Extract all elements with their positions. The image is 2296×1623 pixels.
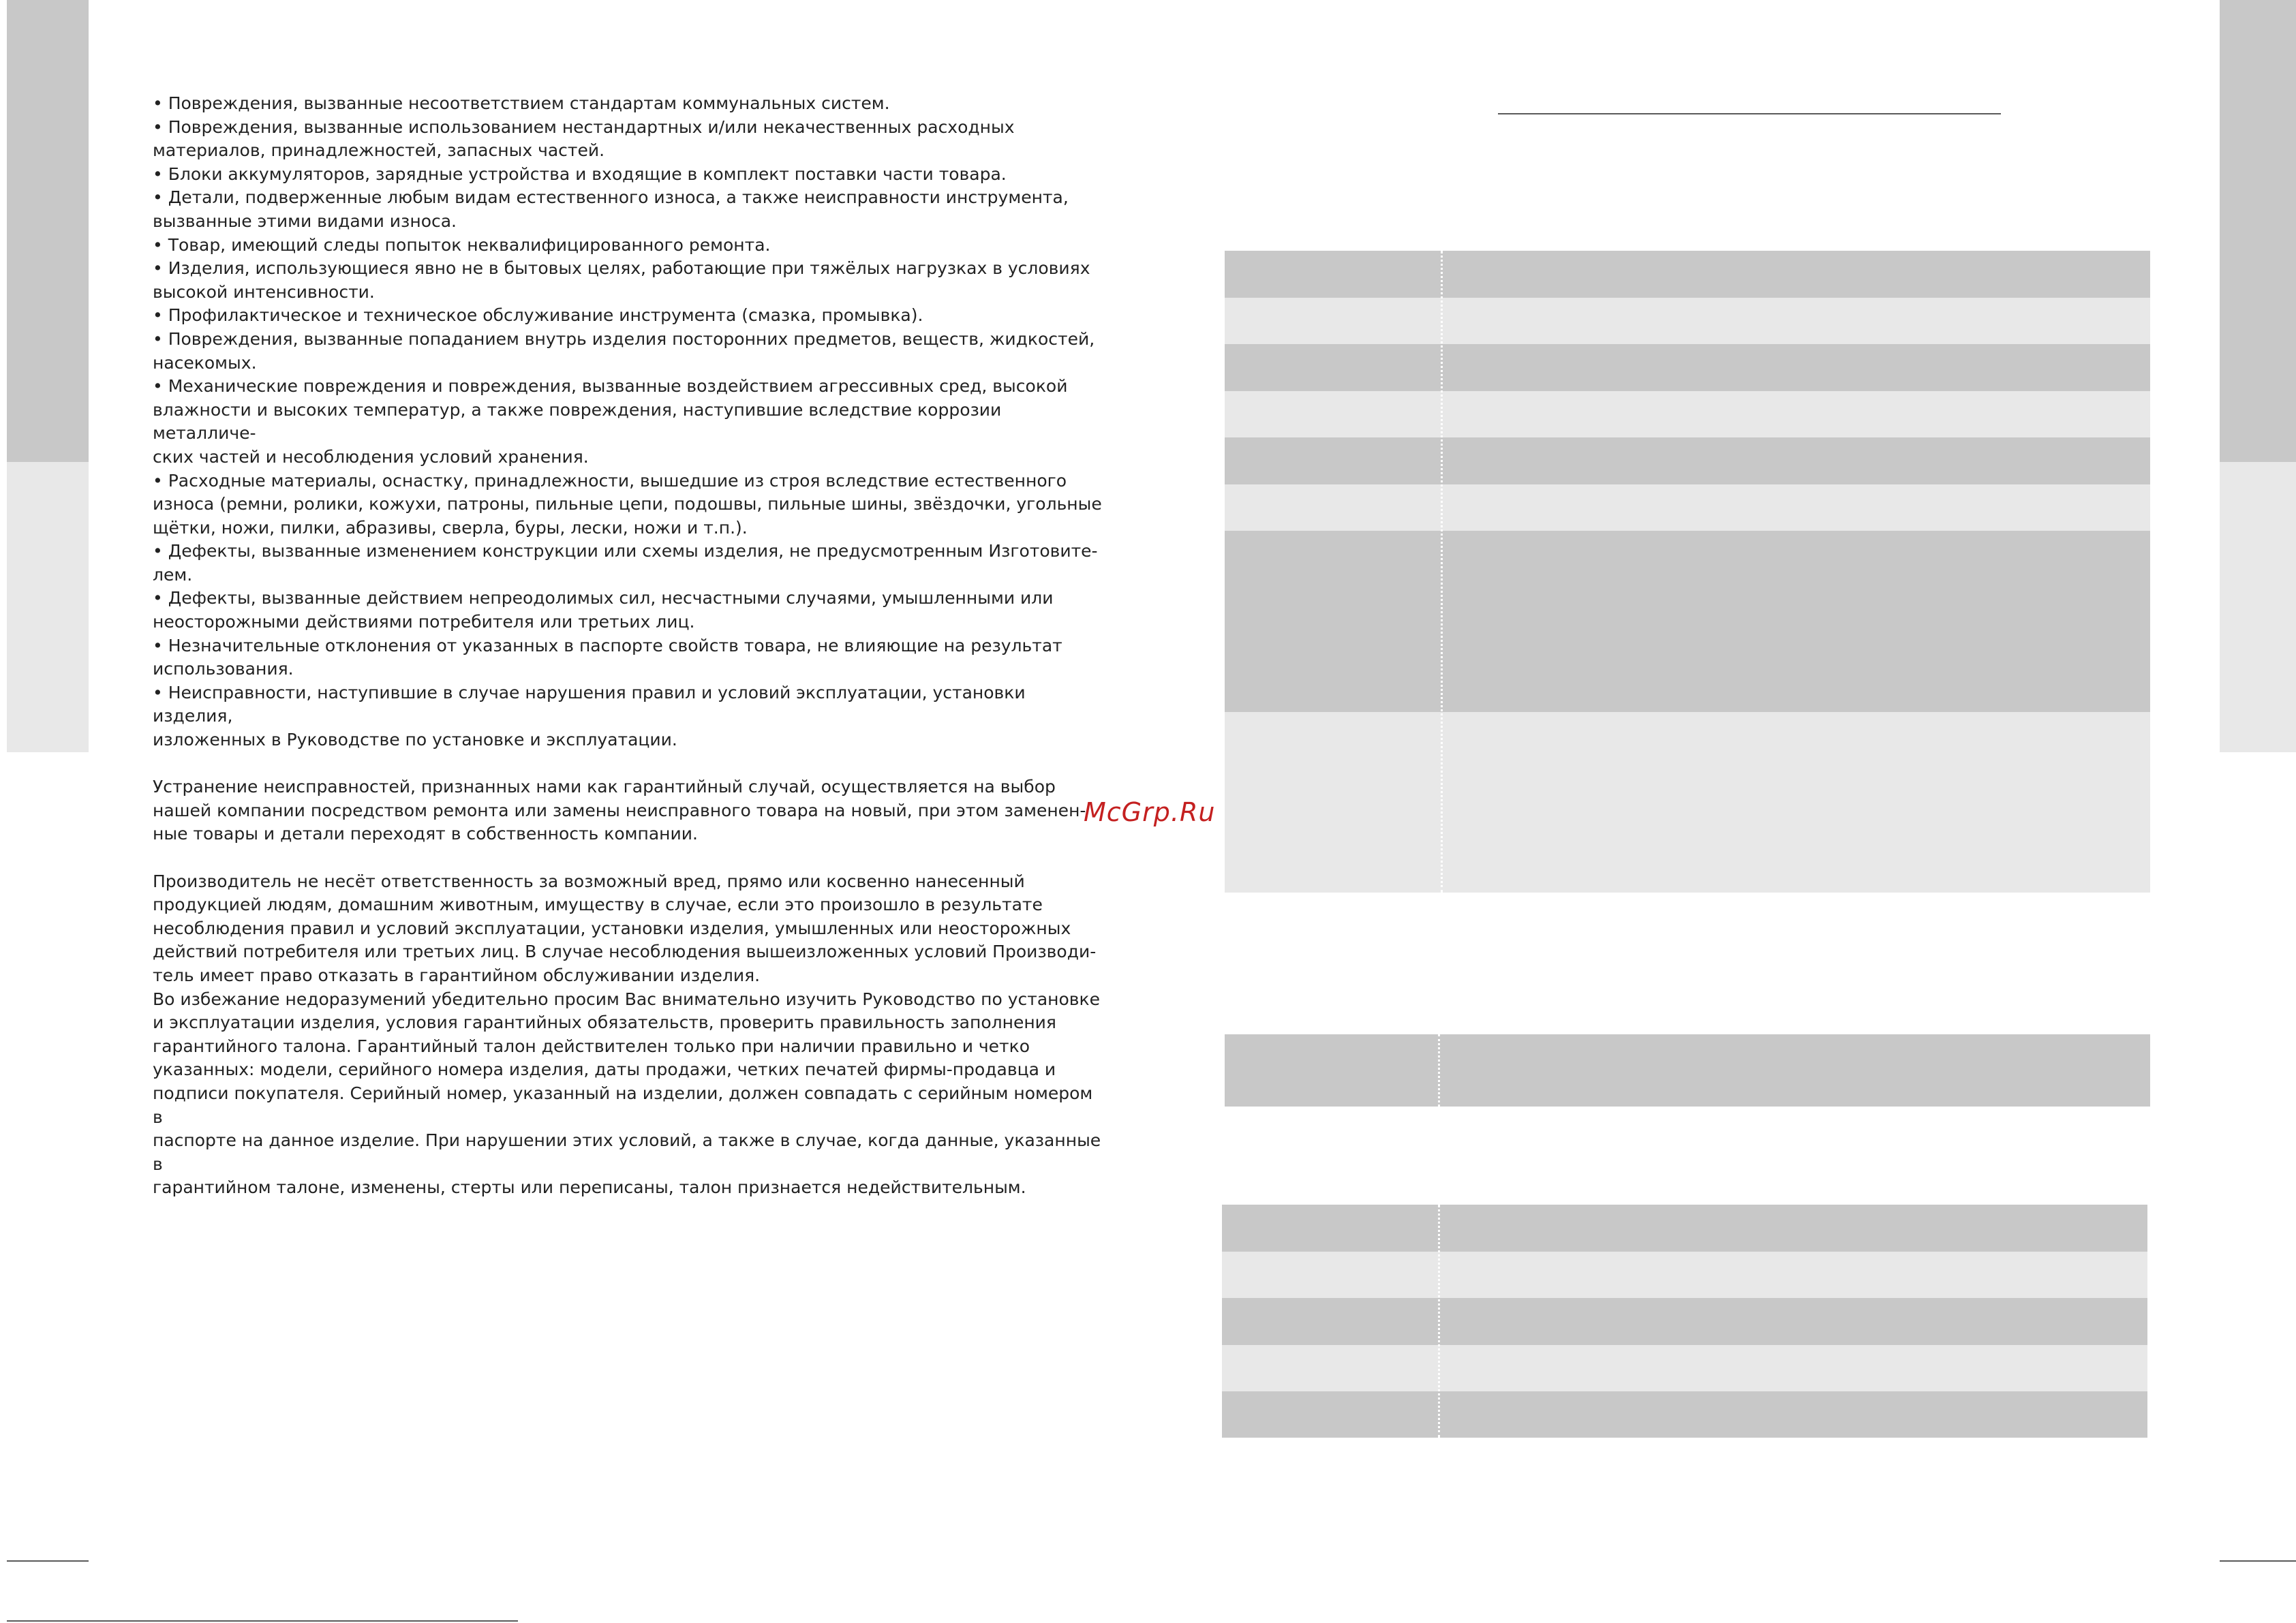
exclusions-list xyxy=(153,92,1107,752)
text-line: Во избежание недоразумений убедительно просим Вас внимательно изучить Руководство по установке xyxy=(153,989,1101,1009)
text-line: • Товар, имеющий следы попыток неквалифицированного ремонта. xyxy=(153,234,771,255)
text-line: нашей компании посредством ремонта или замены неисправного товара на новый, при этом заменен- xyxy=(153,800,1086,820)
text-line: ских частей и несоблюдения условий хранения. xyxy=(153,446,589,467)
form-row xyxy=(1222,1391,2147,1438)
bottom-edge-rule xyxy=(7,1620,518,1622)
warranty-text-column xyxy=(153,92,1107,1200)
warranty-card-table xyxy=(1225,251,2150,893)
text-line: изложенных в Руководстве по установке и эксплуатации. xyxy=(153,730,677,750)
right-edge-tab-bottom xyxy=(2220,462,2296,752)
text-line: • Детали, подверженные любым видам естественного износа, а также неисправности инструмента, xyxy=(153,187,1069,208)
text-line: • Повреждения, вызванные попаданием внутрь изделия посторонних предметов, веществ, жидкостей, xyxy=(153,328,1095,349)
right-edge-tab-top xyxy=(2220,0,2296,462)
left-edge-tab-bottom xyxy=(7,462,89,752)
text-line: паспорте на данное изделие. При нарушении этих условий, а также в случае, когда данные, указанные в xyxy=(153,1130,1101,1174)
form-row xyxy=(1222,1205,2147,1252)
text-line: несоблюдения правил и условий эксплуатации, установки изделия, умышленных или неосторожных xyxy=(153,918,1071,938)
text-line: использования. xyxy=(153,659,294,679)
form-row xyxy=(1225,391,2150,437)
stamp-table xyxy=(1225,1034,2150,1107)
text-line: щётки, ножи, пилки, абразивы, сверла, буры, лески, ножи и т.п.). xyxy=(153,517,748,538)
form-row xyxy=(1225,298,2150,344)
text-line: • Повреждения, вызванные использованием нестандартных и/или некачественных расходных xyxy=(153,117,1015,137)
text-line: насекомых. xyxy=(153,352,257,373)
form-row xyxy=(1225,484,2150,531)
watermark: McGrp.Ru xyxy=(1084,797,1216,827)
column-divider xyxy=(1438,1034,1440,1107)
text-line: Производитель не несёт ответственность за возможный вред, прямо или косвенно нанесенный xyxy=(153,871,1025,891)
text-line: • Незначительные отклонения от указанных в паспорте свойств товара, не влияющие на результат xyxy=(153,635,1062,655)
form-row xyxy=(1222,1345,2147,1391)
text-line: лем. xyxy=(153,564,193,585)
left-footer-rule xyxy=(7,1560,89,1562)
column-divider xyxy=(1438,1205,1440,1438)
text-line: • Профилактическое и техническое обслуживание инструмента (смазка, промывка). xyxy=(153,305,923,326)
text-line: гарантийного талона. Гарантийный талон действителен только при наличии правильно и четко xyxy=(153,1036,1030,1056)
column-divider xyxy=(1441,251,1443,893)
left-edge-tab-top xyxy=(7,0,89,462)
form-row xyxy=(1225,437,2150,484)
text-line: неосторожными действиями потребителя или третьих лиц. xyxy=(153,612,695,632)
text-line: продукцией людям, домашним животным, имуществу в случае, если это произошло в результате xyxy=(153,895,1043,915)
text-line: • Повреждения, вызванные несоответствием стандартам коммунальных систем. xyxy=(153,93,890,113)
text-line: • Расходные материалы, оснастку, принадлежности, вышедшие из строя вследствие естественного xyxy=(153,470,1067,491)
text-line: • Дефекты, вызванные действием непреодолимых сил, несчастными случаями, умышленными или xyxy=(153,588,1054,608)
text-line: подписи покупателя. Серийный номер, указанный на изделии, должен совпадать с серийным номером в xyxy=(153,1083,1093,1127)
text-line: • Изделия, использующиеся явно не в бытовых целях, работающие при тяжёлых нагрузках в условиях xyxy=(153,258,1090,279)
right-footer-rule xyxy=(2220,1560,2296,1562)
text-line: гарантийном талоне, изменены, стерты или переписаны, талон признается недействительным. xyxy=(153,1177,1026,1198)
text-line: и эксплуатации изделия, условия гарантийных обязательств, проверить правильность заполнения xyxy=(153,1013,1056,1033)
form-row-tall xyxy=(1225,531,2150,712)
text-line: действий потребителя или третьих лиц. В случае несоблюдения вышеизложенных условий Производи- xyxy=(153,942,1097,962)
form-row xyxy=(1222,1298,2147,1345)
repair-paragraph xyxy=(153,775,1107,846)
text-line: вызванные этими видами износа. xyxy=(153,211,457,231)
service-table xyxy=(1222,1205,2147,1438)
text-line: • Дефекты, вызванные изменением конструкции или схемы изделия, не предусмотренным Изготовите- xyxy=(153,541,1098,561)
text-line: указанных: модели, серийного номера изделия, даты продажи, четких печатей фирмы-продавца и xyxy=(153,1060,1056,1080)
text-line: влажности и высоких температур, а также повреждения, наступившие вследствие коррозии металличе- xyxy=(153,399,1002,444)
text-line: • Блоки аккумуляторов, зарядные устройства и входящие в комплект поставки части товара. xyxy=(153,164,1007,184)
form-row-tall xyxy=(1225,712,2150,893)
text-line: тель имеет право отказать в гарантийном обслуживании изделия. xyxy=(153,965,761,985)
text-line: Устранение неисправностей, признанных нами как гарантийный случай, осуществляется на выбор xyxy=(153,777,1056,797)
text-line: высокой интенсивности. xyxy=(153,281,375,302)
text-line: износа (ремни, ролики, кожухи, патроны, пильные цепи, подошвы, пильные шины, звёздочки, угольные xyxy=(153,494,1102,514)
form-row xyxy=(1225,1034,2150,1107)
liability-paragraph xyxy=(153,870,1107,1200)
text-line: материалов, принадлежностей, запасных частей. xyxy=(153,140,605,161)
form-row xyxy=(1222,1252,2147,1298)
form-row xyxy=(1225,344,2150,391)
form-row xyxy=(1225,251,2150,298)
title-underline xyxy=(1498,113,2001,114)
text-line: • Механические повреждения и повреждения, вызванные воздействием агрессивных сред, высокой xyxy=(153,376,1068,397)
text-line: • Неисправности, наступившие в случае нарушения правил и условий эксплуатации, установки изделия, xyxy=(153,682,1026,726)
text-line: ные товары и детали переходят в собственность компании. xyxy=(153,824,698,844)
